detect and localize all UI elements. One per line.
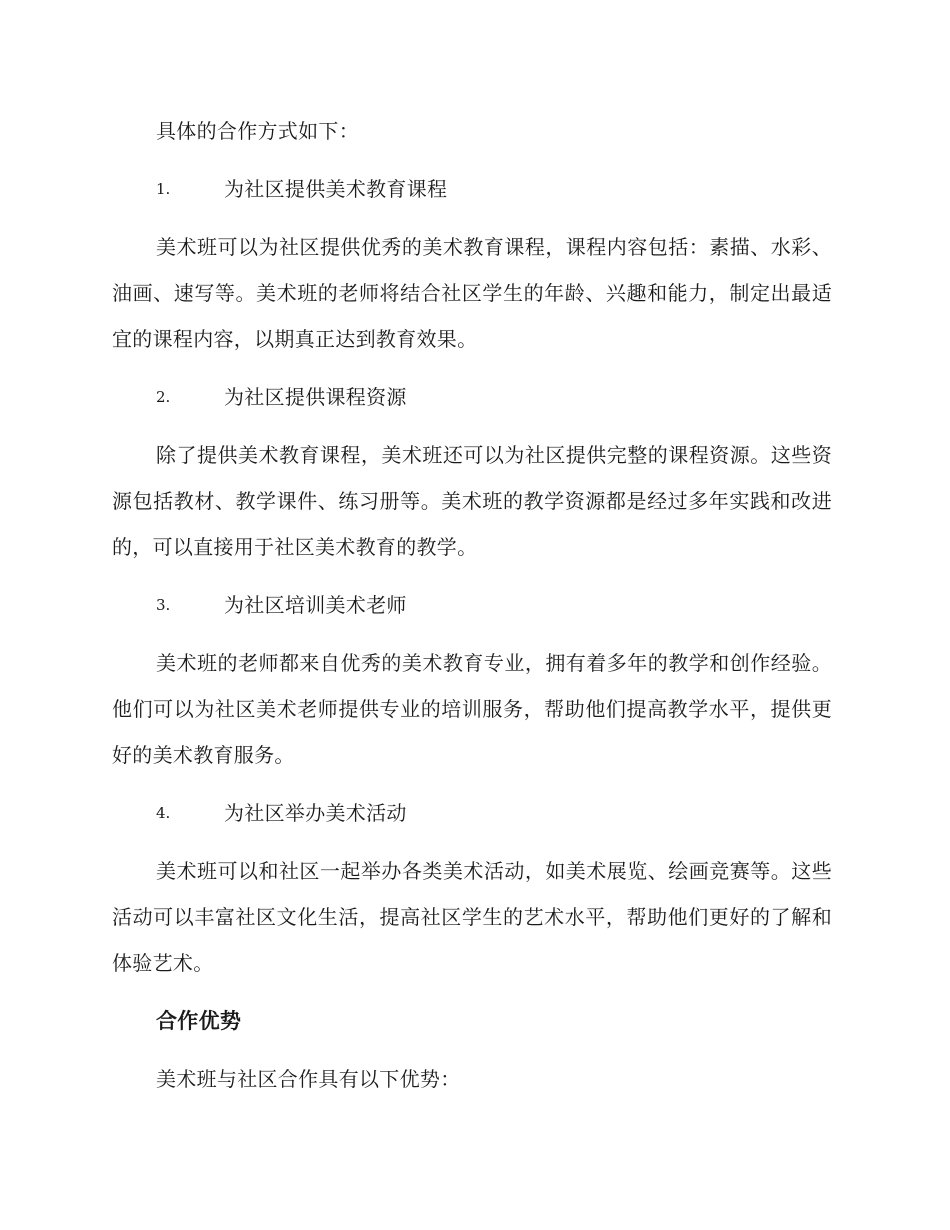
document-body (112, 108, 832, 1114)
list-title: 为社区提供课程资源 (224, 385, 407, 409)
list-title: 为社区培训美术老师 (224, 593, 407, 617)
list-item-body-2: 除了提供美术教育课程，美术班还可以为社区提供完整的课程资源。这些资源包括教材、教学课件、练习册等。美术班的教学资源都是经过多年实践和改进的，可以直接用于社区美术教育的教学。 (112, 443, 832, 559)
list-number: 3. (156, 596, 171, 614)
list-title: 为社区提供美术教育课程 (224, 177, 448, 201)
list-item-heading-2 (112, 374, 832, 420)
section-intro-paragraph: 美术班与社区合作具有以下优势： (156, 1067, 461, 1091)
list-number: 1. (156, 180, 171, 198)
list-item-body-4: 美术班可以和社区一起举办各类美术活动，如美术展览、绘画竞赛等。这些活动可以丰富社区文化生活，提高社区学生的艺术水平，帮助他们更好的了解和体验艺术。 (112, 859, 832, 975)
list-item-heading-4 (112, 790, 832, 836)
list-number: 4. (156, 804, 171, 822)
list-item-heading-3 (112, 582, 832, 628)
list-item-body-3: 美术班的老师都来自优秀的美术教育专业，拥有着多年的教学和创作经验。他们可以为社区美术老师提供专业的培训服务，帮助他们提高教学水平，提供更好的美术教育服务。 (112, 651, 832, 767)
list-item-heading-1 (112, 166, 832, 212)
list-item-body-1: 美术班可以为社区提供优秀的美术教育课程，课程内容包括：素描、水彩、油画、速写等。美术班的老师将结合社区学生的年龄、兴趣和能力，制定出最适宜的课程内容，以期真正达到教育效果。 (112, 235, 832, 351)
list-number: 2. (156, 388, 171, 406)
intro-paragraph: 具体的合作方式如下： (156, 119, 359, 143)
list-title: 为社区举办美术活动 (224, 801, 407, 825)
section-heading: 合作优势 (156, 1009, 242, 1033)
